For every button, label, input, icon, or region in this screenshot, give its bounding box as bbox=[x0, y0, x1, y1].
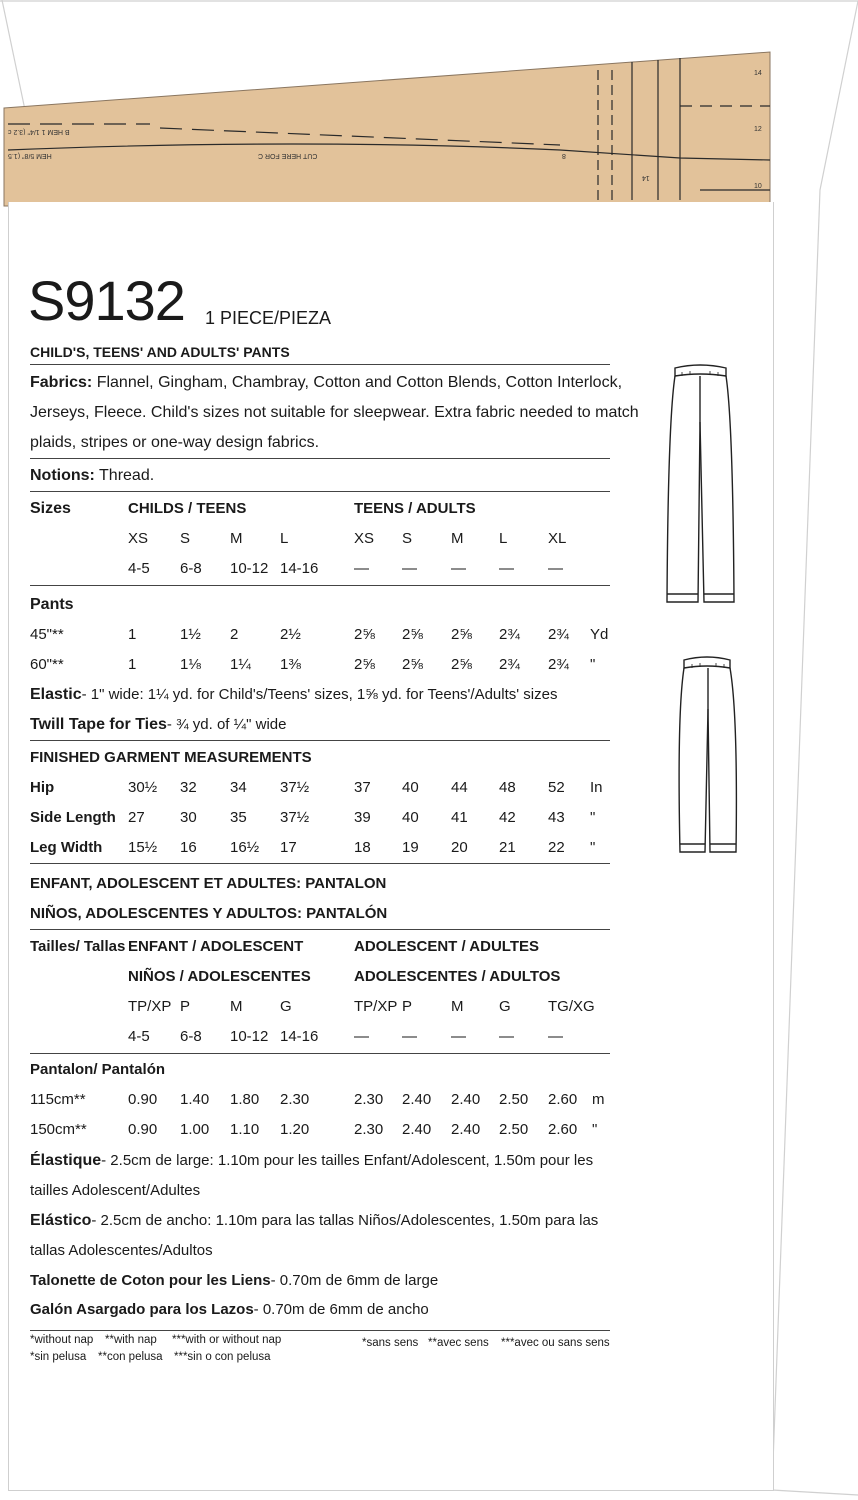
meterage-cell: 1.80 bbox=[230, 1091, 260, 1108]
intl-age-3: 14-16 bbox=[280, 1028, 319, 1045]
age-4: — bbox=[354, 560, 369, 577]
age-3: 14-16 bbox=[280, 560, 319, 577]
age-0: 4-5 bbox=[128, 560, 150, 577]
galon-label: Galón Asargado para los Lazos bbox=[30, 1301, 254, 1318]
tailles-label: Tailles/ Tallas bbox=[30, 938, 126, 955]
talonette-label: Talonette de Coton pour les Liens bbox=[30, 1272, 271, 1289]
yardage-cell: 1⅛ bbox=[180, 656, 201, 673]
intl-age-5: — bbox=[402, 1028, 417, 1045]
twill-label: Twill Tape for Ties bbox=[30, 716, 167, 733]
elastico-text-1: - 2.5cm de ancho: 1.10m para las tallas Niños/Adolescentes, 1.50m para las bbox=[91, 1212, 599, 1229]
galon-line bbox=[30, 1301, 429, 1319]
measurement-cell: 19 bbox=[402, 839, 419, 856]
intl-age-2: 10-12 bbox=[230, 1028, 269, 1045]
pantalon-label: Pantalon/ Pantalón bbox=[30, 1061, 166, 1078]
footnote-en-1: *without nap bbox=[30, 1334, 94, 1346]
age-5: — bbox=[402, 560, 417, 577]
measurement-cell: 30 bbox=[180, 809, 197, 826]
measurement-cell: 20 bbox=[451, 839, 468, 856]
measurement-unit: In bbox=[590, 779, 603, 796]
measurement-unit: " bbox=[590, 809, 596, 826]
meterage-cell: 1.20 bbox=[280, 1121, 310, 1138]
meterage-cell: 0.90 bbox=[128, 1091, 158, 1108]
size-code-4: XS bbox=[354, 530, 375, 547]
tissue-label-14b: 14 bbox=[754, 70, 762, 77]
yardage-cell: 1 bbox=[128, 626, 137, 643]
measurement-label: Side Length bbox=[30, 809, 116, 826]
meterage-row-label: 115cm** bbox=[30, 1091, 86, 1108]
tissue-label-hem-58: HEM 5/8" (1.5 bbox=[8, 152, 52, 159]
measurement-label: Hip bbox=[30, 779, 55, 796]
yardage-cell: 2⅝ bbox=[451, 656, 472, 673]
measurement-cell: 44 bbox=[451, 779, 468, 796]
meterage-cell: 1.40 bbox=[180, 1091, 210, 1108]
yardage-cell: 2⅝ bbox=[402, 626, 423, 643]
fabrics-line-1 bbox=[30, 374, 622, 392]
measurement-cell: 37 bbox=[354, 779, 371, 796]
fabrics-line-2: Jerseys, Fleece. Child's sizes not suitable for sleepwear. Extra fabric needed to match bbox=[30, 404, 639, 421]
yardage-cell: 2⅝ bbox=[354, 656, 375, 673]
size-code-8: XL bbox=[548, 530, 567, 547]
elastique-line-2: tailles Adolescent/Adultes bbox=[30, 1182, 201, 1199]
yardage-cell: 1¼ bbox=[230, 656, 251, 673]
footnote-es-1: *sin pelusa bbox=[30, 1351, 87, 1363]
yardage-row-label: 45"** bbox=[30, 626, 64, 643]
notions-label: Notions: bbox=[30, 467, 95, 484]
fabrics-text-1: Flannel, Gingham, Chambray, Cotton and Cotton Blends, Cotton Interlock, bbox=[92, 374, 623, 391]
footnote-fr-1: *sans sens bbox=[362, 1337, 419, 1349]
talonette-line bbox=[30, 1272, 438, 1290]
elastico-line-2: tallas Adolescentes/Adultos bbox=[30, 1242, 213, 1259]
meterage-cell: 2.40 bbox=[451, 1121, 481, 1138]
pattern-title: CHILD'S, TEENS' AND ADULTS' PANTS bbox=[30, 344, 290, 360]
meterage-unit: " bbox=[592, 1121, 598, 1138]
yardage-row-label: 60"** bbox=[30, 656, 64, 673]
elastic-line bbox=[30, 686, 557, 704]
elastique-label: Élastique bbox=[30, 1152, 102, 1169]
size-code-0: XS bbox=[128, 530, 149, 547]
intl-age-7: — bbox=[499, 1028, 514, 1045]
intl-size-code-2: M bbox=[230, 998, 243, 1015]
group-adolescent: ADOLESCENT / ADULTES bbox=[354, 938, 540, 955]
group-teens-adults: TEENS / ADULTS bbox=[354, 500, 476, 517]
size-code-2: M bbox=[230, 530, 243, 547]
intl-age-6: — bbox=[451, 1028, 466, 1045]
measurement-cell: 52 bbox=[548, 779, 565, 796]
measurement-cell: 18 bbox=[354, 839, 371, 856]
twill-text: - ¾ yd. of ¼" wide bbox=[166, 716, 287, 733]
measurement-cell: 30½ bbox=[128, 779, 158, 796]
notions-line bbox=[30, 467, 154, 485]
yardage-cell: 1 bbox=[128, 656, 137, 673]
footnote-en-3: ***with or without nap bbox=[172, 1334, 282, 1346]
measurement-cell: 48 bbox=[499, 779, 516, 796]
meterage-cell: 2.30 bbox=[280, 1091, 310, 1108]
yardage-unit: " bbox=[590, 656, 596, 673]
fabrics-label: Fabrics: bbox=[30, 374, 93, 391]
footnote-fr-2: **avec sens bbox=[428, 1337, 489, 1349]
yardage-unit: Yd bbox=[590, 626, 609, 643]
yardage-cell: 2⅝ bbox=[354, 626, 375, 643]
measurement-cell: 35 bbox=[230, 809, 247, 826]
size-code-3: L bbox=[280, 530, 289, 547]
intl-age-8: — bbox=[548, 1028, 563, 1045]
elastic-label: Elastic bbox=[30, 686, 82, 703]
tissue-label-cut-here: CUT HERE FOR C bbox=[258, 152, 318, 159]
meterage-cell: 2.60 bbox=[548, 1091, 578, 1108]
elastique-text-1: - 2.5cm de large: 1.10m pour les tailles Enfant/Adolescent, 1.50m pour les bbox=[101, 1152, 594, 1169]
measurement-cell: 41 bbox=[451, 809, 468, 826]
measurement-unit: " bbox=[590, 839, 596, 856]
pattern-code: S9132 bbox=[28, 269, 185, 332]
measurement-cell: 21 bbox=[499, 839, 516, 856]
elastique-line-1 bbox=[30, 1152, 593, 1170]
size-code-6: M bbox=[451, 530, 464, 547]
elastic-text: - 1" wide: 1¼ yd. for Child's/Teens' sizes, 1⅝ yd. for Teens'/Adults' sizes bbox=[81, 686, 558, 703]
meterage-cell: 2.60 bbox=[548, 1121, 578, 1138]
elastico-line-1 bbox=[30, 1212, 598, 1230]
pants-label: Pants bbox=[30, 596, 74, 613]
footnote-es-2: **con pelusa bbox=[98, 1351, 163, 1363]
tissue-label-14a: 14 bbox=[642, 174, 650, 181]
yardage-cell: 2½ bbox=[280, 626, 301, 643]
intl-size-code-0: TP/XP bbox=[128, 998, 172, 1015]
pants-back-illustration bbox=[672, 654, 742, 859]
elastico-label: Elástico bbox=[30, 1212, 92, 1229]
measurement-cell: 17 bbox=[280, 839, 297, 856]
meterage-cell: 1.00 bbox=[180, 1121, 210, 1138]
intl-size-code-5: P bbox=[402, 998, 413, 1015]
measurement-cell: 15½ bbox=[128, 839, 158, 856]
measurement-cell: 42 bbox=[499, 809, 516, 826]
meterage-cell: 2.30 bbox=[354, 1091, 384, 1108]
measurement-cell: 37½ bbox=[280, 809, 310, 826]
footnote-fr-3: ***avec ou sans sens bbox=[501, 1337, 610, 1349]
galon-text: - 0.70m de 6mm de ancho bbox=[253, 1301, 429, 1318]
yardage-cell: 2⅝ bbox=[451, 626, 472, 643]
intl-size-code-1: P bbox=[180, 998, 191, 1015]
measurement-cell: 40 bbox=[402, 779, 419, 796]
tissue-label-12: 12 bbox=[754, 126, 762, 133]
yardage-cell: 2¾ bbox=[548, 656, 569, 673]
age-8: — bbox=[548, 560, 563, 577]
group-adolescentes: ADOLESCENTES / ADULTOS bbox=[354, 968, 561, 985]
fr-title: ENFANT, ADOLESCENT ET ADULTES: PANTALON bbox=[30, 875, 387, 892]
measurement-cell: 27 bbox=[128, 809, 145, 826]
footnote-es-3: ***sin o con pelusa bbox=[174, 1351, 271, 1363]
meterage-cell: 2.40 bbox=[402, 1091, 432, 1108]
meterage-row-label: 150cm** bbox=[30, 1121, 87, 1138]
fabrics-line-3: plaids, stripes or one-way design fabrics. bbox=[30, 434, 320, 451]
yardage-cell: 2¾ bbox=[499, 656, 520, 673]
meterage-cell: 0.90 bbox=[128, 1121, 158, 1138]
piece-count: 1 PIECE/PIEZA bbox=[205, 308, 332, 328]
yardage-cell: 2⅝ bbox=[402, 656, 423, 673]
meterage-cell: 2.50 bbox=[499, 1121, 529, 1138]
tissue-label-8: 8 bbox=[562, 152, 566, 159]
meterage-cell: 1.10 bbox=[230, 1121, 260, 1138]
tissue-label-b-hem: B HEM 1 1/4" (3.2 c bbox=[8, 128, 70, 135]
yardage-cell: 2¾ bbox=[548, 626, 569, 643]
meterage-unit: m bbox=[592, 1091, 605, 1108]
intl-size-code-3: G bbox=[280, 998, 292, 1015]
footnote-en-2: **with nap bbox=[105, 1334, 157, 1346]
intl-age-0: 4-5 bbox=[128, 1028, 150, 1045]
measurement-cell: 16½ bbox=[230, 839, 260, 856]
intl-size-code-4: TP/XP bbox=[354, 998, 398, 1015]
measurement-label: Leg Width bbox=[30, 839, 103, 856]
intl-size-code-7: G bbox=[499, 998, 511, 1015]
yardage-cell: 1½ bbox=[180, 626, 201, 643]
measurement-cell: 32 bbox=[180, 779, 197, 796]
meterage-cell: 2.30 bbox=[354, 1121, 384, 1138]
finished-measurements-label: FINISHED GARMENT MEASUREMENTS bbox=[30, 749, 312, 766]
measurement-cell: 16 bbox=[180, 839, 197, 856]
yardage-cell: 2¾ bbox=[499, 626, 520, 643]
yardage-cell: 2 bbox=[230, 626, 239, 643]
intl-size-code-8: TG/XG bbox=[548, 998, 595, 1015]
age-2: 10-12 bbox=[230, 560, 269, 577]
measurement-cell: 22 bbox=[548, 839, 565, 856]
measurement-cell: 40 bbox=[402, 809, 419, 826]
group-ninos: NIÑOS / ADOLESCENTES bbox=[128, 968, 311, 985]
measurement-cell: 43 bbox=[548, 809, 565, 826]
meterage-cell: 2.40 bbox=[451, 1091, 481, 1108]
twill-line bbox=[30, 716, 286, 734]
yardage-cell: 1⅜ bbox=[280, 656, 301, 673]
age-7: — bbox=[499, 560, 514, 577]
notions-text: Thread. bbox=[94, 467, 155, 484]
intl-age-1: 6-8 bbox=[180, 1028, 202, 1045]
size-code-7: L bbox=[499, 530, 508, 547]
group-childs-teens: CHILDS / TEENS bbox=[128, 500, 247, 517]
sizes-label: Sizes bbox=[30, 500, 71, 517]
measurement-cell: 34 bbox=[230, 779, 247, 796]
es-title: NIÑOS, ADOLESCENTES Y ADULTOS: PANTALÓN bbox=[30, 905, 388, 922]
age-1: 6-8 bbox=[180, 560, 202, 577]
intl-size-code-6: M bbox=[451, 998, 464, 1015]
measurement-cell: 37½ bbox=[280, 779, 310, 796]
intl-age-4: — bbox=[354, 1028, 369, 1045]
measurement-cell: 39 bbox=[354, 809, 371, 826]
talonette-text: - 0.70m de 6mm de large bbox=[270, 1272, 439, 1289]
meterage-cell: 2.40 bbox=[402, 1121, 432, 1138]
tissue-label-10: 10 bbox=[754, 183, 762, 190]
age-6: — bbox=[451, 560, 466, 577]
group-enfant: ENFANT / ADOLESCENT bbox=[128, 938, 304, 955]
size-code-1: S bbox=[180, 530, 191, 547]
size-code-5: S bbox=[402, 530, 413, 547]
pants-front-illustration bbox=[660, 362, 740, 612]
meterage-cell: 2.50 bbox=[499, 1091, 529, 1108]
